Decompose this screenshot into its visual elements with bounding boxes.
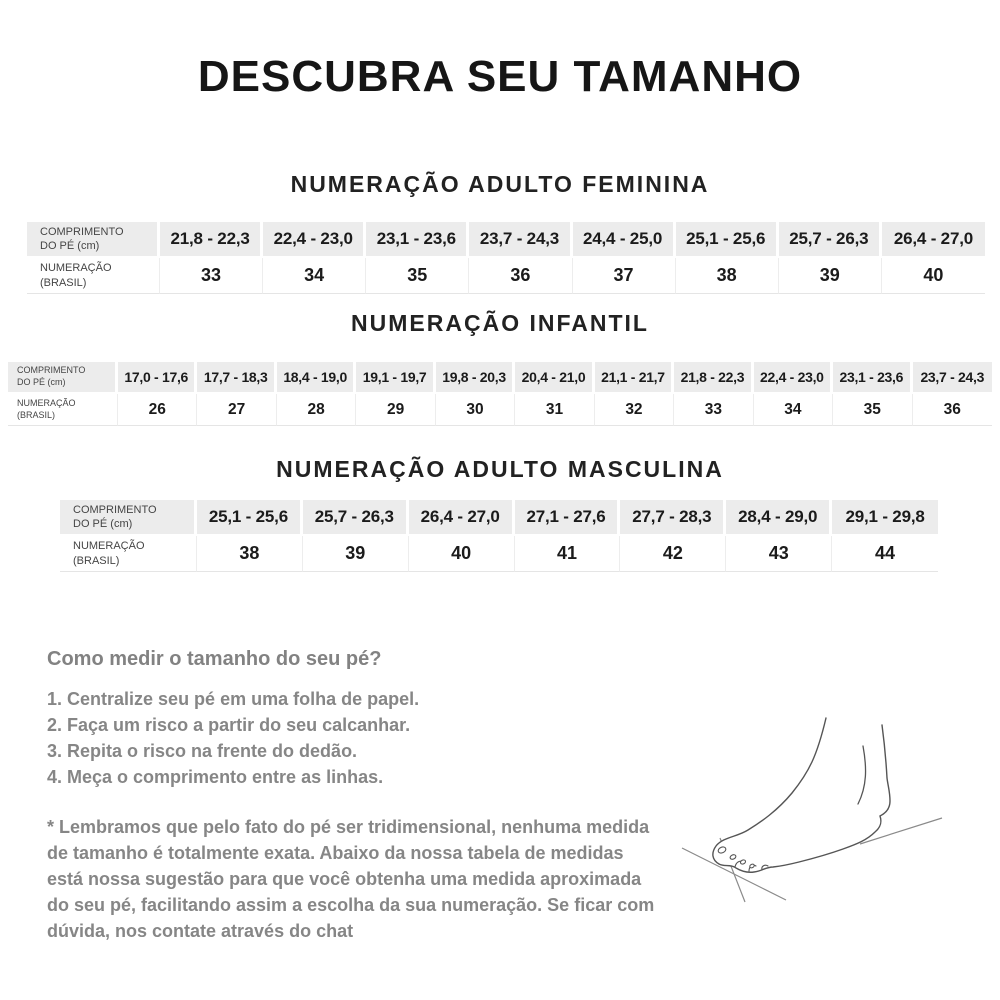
foot-length-range-cell: 25,7 - 26,3 (303, 500, 409, 536)
size-number-cell: 29 (356, 394, 435, 426)
foot-length-range-cell: 27,1 - 27,6 (515, 500, 621, 536)
measure-step-4: 4. Meça o comprimento entre as linhas. (47, 767, 384, 787)
foot-length-range-cell: 26,4 - 27,0 (882, 222, 985, 258)
foot-length-range-cell: 25,1 - 25,6 (197, 500, 303, 536)
foot-length-range-cell: 17,7 - 18,3 (197, 362, 276, 394)
size-number-cell: 42 (620, 536, 726, 572)
size-number-label-cell: NUMERAÇÃO (BRASIL) (8, 394, 118, 426)
size-number-cell: 41 (515, 536, 621, 572)
size-number-cell: 33 (674, 394, 753, 426)
foot-length-range-cell: 22,4 - 23,0 (754, 362, 833, 394)
foot-length-range-cell: 27,7 - 28,3 (620, 500, 726, 536)
foot-length-range-cell: 20,4 - 21,0 (515, 362, 594, 394)
size-number-cell: 32 (595, 394, 674, 426)
foot-length-range-cell: 24,4 - 25,0 (573, 222, 676, 258)
foot-length-range-cell: 28,4 - 29,0 (726, 500, 832, 536)
section-title-adulto-feminina: NUMERAÇÃO ADULTO FEMININA (290, 171, 710, 197)
size-number-cell: 40 (882, 258, 985, 294)
foot-length-label-cell: COMPRIMENTO DO PÉ (cm) (8, 362, 118, 394)
size-number-cell: 37 (573, 258, 676, 294)
size-number-cell: 35 (366, 258, 469, 294)
size-number-cell: 39 (303, 536, 409, 572)
foot-length-range-cell: 29,1 - 29,8 (832, 500, 938, 536)
size-number-cell: 39 (779, 258, 882, 294)
size-number-cell: 38 (197, 536, 303, 572)
section-title-infantil: NUMERAÇÃO INFANTIL (351, 310, 649, 336)
measure-instructions (47, 648, 659, 944)
size-table-adulto-feminina (27, 222, 985, 294)
page-title: DESCUBRA SEU TAMANHO (197, 52, 803, 101)
size-number-cell: 36 (913, 394, 992, 426)
size-number-cell: 28 (277, 394, 356, 426)
foot-length-label-cell: COMPRIMENTO DO PÉ (cm) (27, 222, 160, 258)
size-number-cell: 34 (263, 258, 366, 294)
size-number-cell: 44 (832, 536, 938, 572)
foot-length-range-cell: 23,1 - 23,6 (833, 362, 912, 394)
foot-length-range-cell: 19,8 - 20,3 (436, 362, 515, 394)
size-number-label-cell: NUMERAÇÃO (BRASIL) (60, 536, 197, 572)
size-table-adulto-masculina (60, 500, 938, 572)
size-number-cell: 36 (469, 258, 572, 294)
size-number-cell: 26 (118, 394, 197, 426)
foot-length-range-cell: 23,7 - 24,3 (913, 362, 992, 394)
foot-length-range-cell: 19,1 - 19,7 (356, 362, 435, 394)
size-number-cell: 35 (833, 394, 912, 426)
foot-length-range-cell: 21,8 - 22,3 (160, 222, 263, 258)
foot-length-range-cell: 25,1 - 25,6 (676, 222, 779, 258)
size-number-cell: 30 (436, 394, 515, 426)
size-number-cell: 34 (754, 394, 833, 426)
foot-length-label-cell: COMPRIMENTO DO PÉ (cm) (60, 500, 197, 536)
size-number-cell: 40 (409, 536, 515, 572)
foot-length-range-cell: 25,7 - 26,3 (779, 222, 882, 258)
foot-length-range-cell: 22,4 - 23,0 (263, 222, 366, 258)
measure-step-3: 3. Repita o risco na frente do dedão. (47, 741, 358, 761)
foot-length-range-cell: 21,8 - 22,3 (674, 362, 753, 394)
size-number-cell: 31 (515, 394, 594, 426)
disclaimer-note: * Lembramos que pelo fato do pé ser tridimensional, nenhuma medida de tamanho é totalmente exata. Abaixo da nossa tabela de medidas está nossa sugestão para que você obtenha uma medida aproximada do seu pé, facilitando assim a escolha da sua numeração. Se ficar com dúvida, nos contate através do chat (47, 817, 655, 941)
foot-length-range-cell: 21,1 - 21,7 (595, 362, 674, 394)
foot-length-range-cell: 26,4 - 27,0 (409, 500, 515, 536)
foot-length-range-cell: 23,7 - 24,3 (469, 222, 572, 258)
size-number-label-cell: NUMERAÇÃO (BRASIL) (27, 258, 160, 294)
measure-step-2: 2. Faça um risco a partir do seu calcanhar. (47, 715, 411, 735)
foot-illustration-icon (660, 680, 1000, 930)
size-table-infantil (8, 362, 992, 426)
size-number-cell: 38 (676, 258, 779, 294)
measure-heading: Como medir o tamanho do seu pé? (47, 648, 382, 670)
size-number-cell: 33 (160, 258, 263, 294)
foot-length-range-cell: 17,0 - 17,6 (118, 362, 197, 394)
foot-length-range-cell: 23,1 - 23,6 (366, 222, 469, 258)
foot-length-range-cell: 18,4 - 19,0 (277, 362, 356, 394)
size-number-cell: 43 (726, 536, 832, 572)
foot-outline (713, 718, 890, 872)
section-title-adulto-masculina: NUMERAÇÃO ADULTO MASCULINA (276, 456, 724, 482)
size-number-cell: 27 (197, 394, 276, 426)
measure-step-1: 1. Centralize seu pé em uma folha de papel. (47, 689, 420, 709)
